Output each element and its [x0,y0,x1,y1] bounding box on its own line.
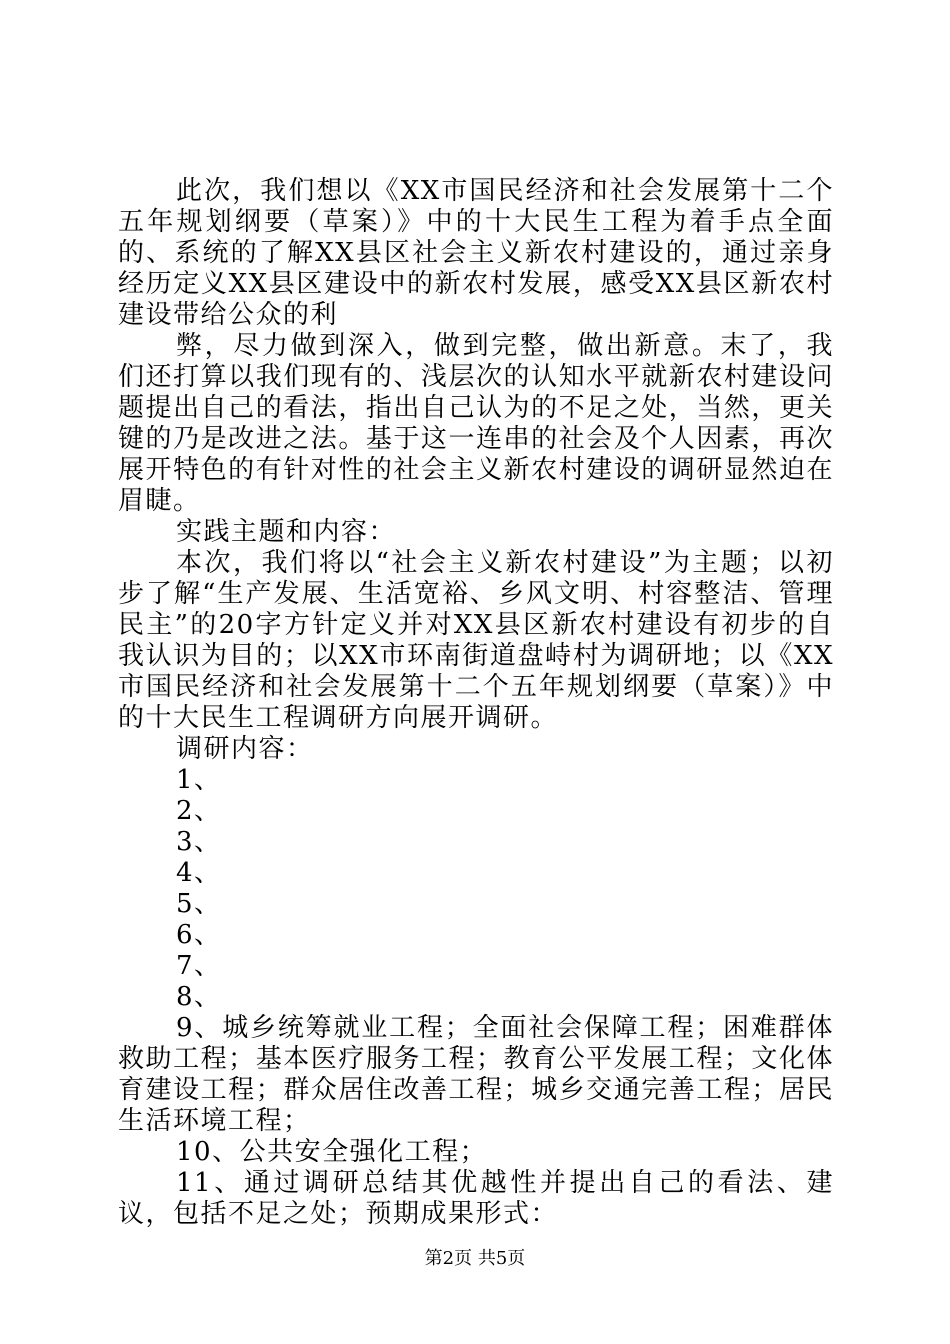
list-item: 1、 [176,765,222,795]
list-item: 11、通过调研总结其优越性并提出自己的看法、建议，包括不足之处；预期成果形式： [118,1168,834,1229]
list-item: 4、 [176,858,222,888]
list-item: 2、 [176,796,222,826]
list-item: 6、 [176,920,222,950]
list-item: 5、 [176,889,222,919]
heading-theme-content: 实践主题和内容： [176,517,397,547]
document-body [118,176,834,1230]
paragraph-intro-continued: 弊，尽力做到深入，做到完整，做出新意。末了，我们还打算以我们现有的、浅层次的认知水平就新农村建设问题提出自己的看法，指出自己认为的不足之处，当然，更关键的乃是改进之法。基于这一连串的社会及个人因素，再次展开特色的有针对性的社会主义新农村建设的调研显然迫在眉睫。 [118,331,834,516]
list-item: 3、 [176,827,222,857]
paragraph-intro: 此次，我们想以《XX市国民经济和社会发展第十二个五年规划纲要（草案）》中的十大民生工程为着手点全面的、系统的了解XX县区社会主义新农村建设的，通过亲身经历定义XX县区建设中的新农村发展，感受XX县区新农村建设带给公众的利 [118,176,834,330]
list-item: 7、 [176,951,222,981]
page-number-footer: 第2页 共5页 [424,1248,526,1269]
list-item: 10、公共安全强化工程； [176,1137,488,1167]
list-item: 8、 [176,982,222,1012]
paragraph-theme: 本次，我们将以“社会主义新农村建设”为主题；以初步了解“生产发展、生活宽裕、乡风文明、村容整洁、管理民主”的20字方针定义并对XX县区新农村建设有初步的自我认识为目的；以XX市环南街道盘峙村为调研地；以《XX市国民经济和社会发展第十二个五年规划纲要（草案）》中的十大民生工程调研方向展开调研。 [118,548,834,733]
list-item: 9、城乡统筹就业工程；全面社会保障工程；困难群体救助工程；基本医疗服务工程；教育公平发展工程；文化体育建设工程；群众居住改善工程；城乡交通完善工程；居民生活环境工程； [118,1013,834,1136]
heading-research-content: 调研内容： [176,734,314,764]
